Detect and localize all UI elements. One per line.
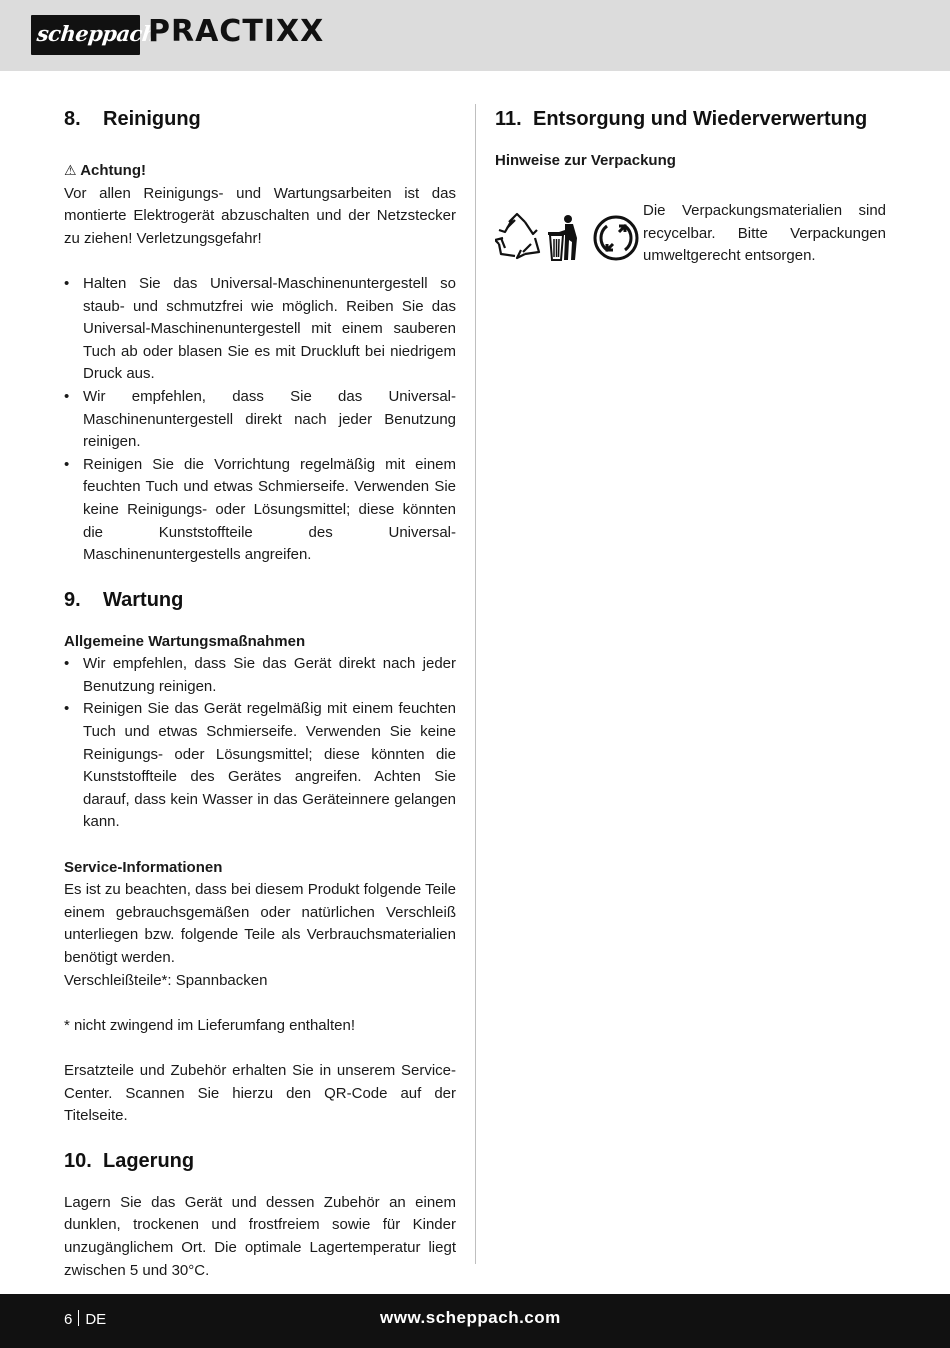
spare-parts-text: Ersatzteile und Zubehör erhalten Sie in unserem Service-Center. Scannen Sie hierzu den QR-Code auf der Titelseite. bbox=[64, 1061, 456, 1125]
website-link[interactable]: www.scheppach.com bbox=[380, 1308, 561, 1327]
maintenance-subheading: Allgemeine Wartungsmaßnahmen bbox=[64, 632, 306, 650]
column-divider bbox=[475, 104, 476, 1264]
page-number: 6 DE bbox=[64, 1311, 107, 1328]
section-9-heading: 9. Wartung bbox=[64, 588, 184, 611]
section-11-heading: 11. Entsorgung und Wiederverwertung bbox=[495, 108, 868, 130]
disposal-icons bbox=[495, 210, 645, 266]
footnote: * nicht zwingend im Lieferumfang enthalten! bbox=[64, 1016, 356, 1034]
service-subheading: Service-Informationen bbox=[64, 858, 223, 876]
section-10-heading: 10. Lagerung bbox=[64, 1149, 195, 1172]
service-text: Es ist zu beachten, dass bei diesem Produkt folgende Teile einem gebrauchsgemäßen oder natürlichen Verschleiß unterliegen bzw. folgende Teile als Verbrauchsmaterialien benötigt werden. bbox=[64, 881, 456, 966]
green-dot-icon bbox=[595, 217, 637, 259]
recycling-icon bbox=[495, 214, 539, 258]
list-item: • Reinigen Sie die Vorrichtung regelmäßig mit einem feuchten Tuch und etwas Schmierseife. Verwenden Sie keine Reinigungs- oder Lösungsmittel; diese könnten die Kunststoffteile des Universal-Maschinenuntergestells angreifen. bbox=[64, 454, 456, 567]
packaging-subheading: Hinweise zur Verpackung bbox=[495, 152, 676, 169]
section-9-list bbox=[64, 653, 456, 834]
list-item: • Wir empfehlen, dass Sie das Gerät direkt nach jeder Benutzung reinigen. bbox=[64, 653, 456, 698]
wear-parts: Verschleißteile*: Spannbacken bbox=[64, 971, 268, 989]
page-header bbox=[0, 0, 950, 71]
section-8-list bbox=[64, 273, 456, 567]
packaging-text: Die Verpackungsmaterialien sind recycelbar. Bitte Verpackungen umweltgerecht entsorgen. bbox=[643, 202, 886, 265]
list-item: • Halten Sie das Universal-Maschinenuntergestell so staub- und schmutzfrei wie möglich. Reiben Sie das Universal-Maschinenuntergestell mit einem sauberen Tuch ab oder blasen Sie es mit Druckluft bei niedrigem Druck aus. bbox=[64, 273, 456, 386]
section-8-heading: 8. Reinigung bbox=[64, 108, 201, 130]
tidyman-bin-icon bbox=[548, 215, 577, 260]
list-item: • Wir empfehlen, dass Sie das Universal-Maschinenuntergestell direkt nach jeder Benutzung reinigen. bbox=[64, 386, 456, 454]
practixx-logo: PRACTIXX bbox=[148, 14, 325, 49]
list-item: • Reinigen Sie das Gerät regelmäßig mit einem feuchten Tuch und etwas Schmierseife. Verwenden Sie keine Reinigungs- oder Lösungsmittel; diese könnten die Kunststoffteile des Gerätes angreifen. Achten Sie darauf, dass kein Wasser in das Geräteinnere gelangen kann. bbox=[64, 698, 456, 834]
scheppach-logo bbox=[31, 15, 159, 55]
page-footer bbox=[0, 1294, 950, 1348]
warning-text: Vor allen Reinigungs- und Wartungsarbeiten ist das montierte Elektrogerät abzuschalten und der Netzstecker zu ziehen! Verletzungsgefahr! bbox=[64, 184, 456, 247]
warning-title: ⚠ Achtung! bbox=[64, 162, 147, 179]
storage-text: Lagern Sie das Gerät und dessen Zubehör an einem dunklen, trockenen und frostfreiem sowie für Kinder unzugänglichem Ort. Die optimale Lagertemperatur liegt zwischen 5 und 30°C. bbox=[64, 1193, 456, 1279]
scheppach-logo-text: scheppach bbox=[35, 21, 159, 46]
right-column bbox=[495, 104, 887, 304]
left-column bbox=[64, 104, 456, 1282]
warning-icon: ⚠ bbox=[64, 163, 77, 179]
